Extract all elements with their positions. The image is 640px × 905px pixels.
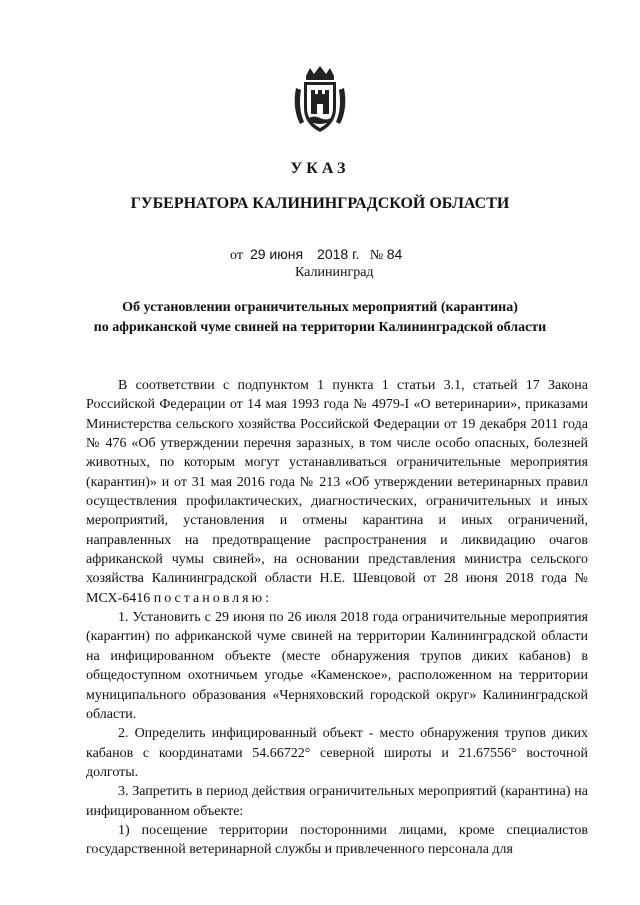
paragraph-3-1: 1) посещение территории посторонними лицами, кроме специалистов государственной ветеринарной службы и привлеченного персонала для [86, 822, 588, 858]
coat-of-arms-icon [292, 64, 348, 136]
document-number: 84 [386, 246, 403, 262]
number-prefix: № [369, 248, 384, 263]
document-subject [0, 298, 640, 338]
document-title: УКАЗ [290, 160, 350, 177]
date-day: 29 июня [249, 246, 304, 262]
decree-word: постановляю: [153, 590, 272, 606]
dateline [230, 246, 402, 264]
subject-line-1: Об установлении ограничительных мероприятий (карантина) [122, 300, 518, 315]
paragraph-1: 1. Установить с 29 июня по 26 июля 2018 года ограничительные мероприятия (карантин) по африканской чуме свиней на территории Калининградской области на инфицированном объекте (месте обнаружения трупов диких кабанов) в общедоступном охотничьем угодье «Каменское», расположенном на территории муниципального образования «Черняховский городской округ» Калининградской области. [86, 610, 588, 722]
city: Калининград [295, 265, 374, 280]
paragraph-3: 3. Запретить в период действия ограничительных мероприятий (карантина) на инфицированном объекте: [86, 784, 588, 819]
paragraph-preamble [86, 376, 588, 608]
document-subtitle: ГУБЕРНАТОРА КАЛИНИНГРАДСКОЙ ОБЛАСТИ [130, 195, 510, 212]
date-prefix: от [230, 248, 243, 263]
date-year: 2018 г. [317, 246, 360, 262]
paragraph-2: 2. Определить инфицированный объект - место обнаружения трупов диких кабанов с координатами 54.66722° северной широты и 21.67556° восточной долготы. [86, 726, 588, 780]
document-body [86, 376, 588, 860]
subject-line-2: по африканской чуме свиней на территории Калининградской области [93, 320, 547, 335]
preamble-text: В соответствии с подпунктом 1 пункта 1 статьи 3.1, статьей 17 Закона Российской Федерации от 14 мая 1993 года № 4979-I «О ветеринарии», приказами Министерства сельского хозяйства Российской Федерации от 19 декабря 2011 года № 476 «Об утверждении перечня заразных, в том числе особо опасных, болезней животных, по которым могут устанавливаться ограничительные мероприятия (карантин)» и от 31 мая 2016 года № 213 «Об утверждении ветеринарных правил осуществления профилактических, диагностических, ограничительных и иных мероприятий, установления и отмены карантина и иных ограничений, направленных на предотвращение распространения и ликвидацию очагов африканской чумы свиней», на основании представления министра сельского хозяйства Калининградской области Н.Е. Шевцовой от 28 июня 2018 года № МСХ-6416 [86, 378, 588, 606]
